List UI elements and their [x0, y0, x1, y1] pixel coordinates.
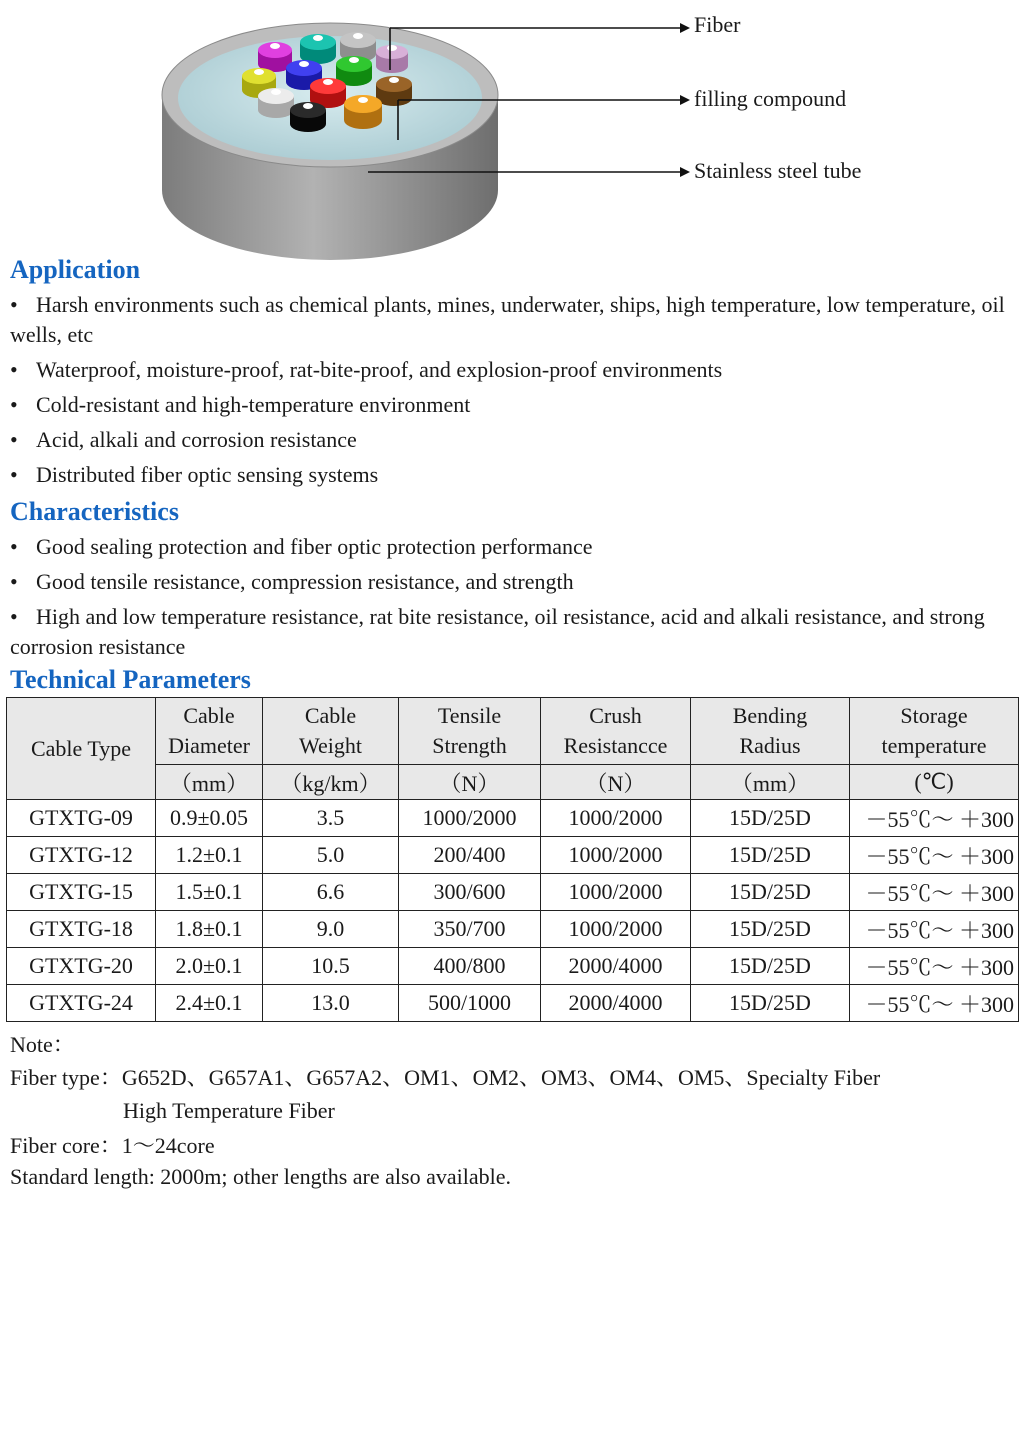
cell-storage-temp: －55℃～ ＋300: [850, 874, 1019, 911]
table-row: [7, 985, 1019, 1022]
cell-weight: 13.0: [263, 985, 399, 1022]
cell-weight: 6.6: [263, 874, 399, 911]
cell-diameter: 2.4±0.1: [156, 985, 263, 1022]
cell-crush: 1000/2000: [541, 911, 691, 948]
cell-storage-temp: －55℃～ ＋300: [850, 837, 1019, 874]
note-fiber-type: Fiber type：G652D、G657A1、G657A2、OM1、OM2、OM3、OM4、OM5、Specialty Fiber: [10, 1065, 881, 1090]
list-item: • Waterproof, moisture-proof, rat-bite-proof, and explosion-proof environments: [10, 357, 723, 382]
table-row: [7, 837, 1019, 874]
list-item: • Acid, alkali and corrosion resistance: [10, 427, 357, 452]
table-row: [7, 911, 1019, 948]
list-item: • Harsh environments such as chemical plants, mines, underwater, ships, high temperature, low temperature, oil wells, etc: [10, 292, 1005, 347]
list-item: • Cold-resistant and high-temperature environment: [10, 392, 471, 417]
fiber-white: [258, 88, 294, 118]
header-tensile-strength: Tensile Strength: [399, 698, 541, 765]
header-storage-temperature: Storage temperature: [850, 698, 1019, 765]
callout-fiber: Fiber: [694, 12, 741, 37]
header-crush-resistance: Crush Resistancce: [541, 698, 691, 765]
fiber-black: [290, 102, 326, 132]
cable-cross-section-diagram: [0, 0, 1024, 262]
cell-diameter: 1.5±0.1: [156, 874, 263, 911]
list-item: • High and low temperature resistance, rat bite resistance, oil resistance, acid and alkali resistance, and strong corrosion resistance: [10, 604, 985, 659]
technical-parameters-table: [6, 697, 1019, 1022]
cell-cable-type: GTXTG-15: [7, 874, 156, 911]
cell-storage-temp: －55℃～ ＋300: [850, 948, 1019, 985]
header-cable-weight: Cable Weight: [263, 698, 399, 765]
cell-bending: 15D/25D: [691, 948, 850, 985]
cell-cable-type: GTXTG-24: [7, 985, 156, 1022]
cell-bending: 15D/25D: [691, 874, 850, 911]
cell-crush: 1000/2000: [541, 800, 691, 837]
list-item: • Distributed fiber optic sensing systems: [10, 462, 379, 487]
table-row: [7, 948, 1019, 985]
fiber-pink: [376, 45, 408, 73]
unit-storage: (℃): [850, 765, 1019, 800]
note-fiber-core: Fiber core：1～24core: [10, 1133, 215, 1158]
application-heading: Application: [10, 255, 141, 284]
cell-diameter: 1.2±0.1: [156, 837, 263, 874]
cell-diameter: 1.8±0.1: [156, 911, 263, 948]
table-row: [7, 800, 1019, 837]
cell-cable-type: GTXTG-18: [7, 911, 156, 948]
cell-crush: 1000/2000: [541, 837, 691, 874]
unit-weight: （kg/km）: [263, 765, 399, 800]
cell-weight: 3.5: [263, 800, 399, 837]
cell-bending: 15D/25D: [691, 911, 850, 948]
cell-weight: 10.5: [263, 948, 399, 985]
cell-tensile: 500/1000: [399, 985, 541, 1022]
cell-tensile: 300/600: [399, 874, 541, 911]
cell-crush: 2000/4000: [541, 948, 691, 985]
unit-tensile: （N）: [399, 765, 541, 800]
unit-bending: （mm）: [691, 765, 850, 800]
cell-tensile: 350/700: [399, 911, 541, 948]
list-item: • Good sealing protection and fiber optic protection performance: [10, 534, 593, 559]
cell-cable-type: GTXTG-20: [7, 948, 156, 985]
characteristics-list: [10, 532, 1010, 667]
cell-storage-temp: －55℃～ ＋300: [850, 985, 1019, 1022]
note-fiber-type-continued: High Temperature Fiber: [123, 1098, 335, 1123]
cell-bending: 15D/25D: [691, 985, 850, 1022]
callout-filling-compound: filling compound: [694, 86, 847, 111]
fiber-orange: [344, 95, 382, 129]
cell-crush: 2000/4000: [541, 985, 691, 1022]
table-row: [7, 874, 1019, 911]
cell-bending: 15D/25D: [691, 800, 850, 837]
header-cable-diameter: Cable Diameter: [156, 698, 263, 765]
cell-tensile: 400/800: [399, 948, 541, 985]
cell-weight: 9.0: [263, 911, 399, 948]
note-standard-length: Standard length: 2000m; other lengths are also available.: [10, 1164, 511, 1189]
cell-storage-temp: －55℃～ ＋300: [850, 800, 1019, 837]
unit-crush: （N）: [541, 765, 691, 800]
unit-diameter: （mm）: [156, 765, 263, 800]
cell-diameter: 2.0±0.1: [156, 948, 263, 985]
cell-storage-temp: －55℃～ ＋300: [850, 911, 1019, 948]
cell-diameter: 0.9±0.05: [156, 800, 263, 837]
cell-weight: 5.0: [263, 837, 399, 874]
list-item: • Good tensile resistance, compression resistance, and strength: [10, 569, 574, 594]
application-list: [10, 290, 1010, 495]
cell-crush: 1000/2000: [541, 874, 691, 911]
characteristics-heading: Characteristics: [10, 497, 179, 526]
fiber-brown: [376, 76, 412, 106]
cell-cable-type: GTXTG-12: [7, 837, 156, 874]
callout-stainless-steel-tube: Stainless steel tube: [694, 158, 862, 183]
fiber-teal: [300, 34, 336, 64]
cell-tensile: 1000/2000: [399, 800, 541, 837]
header-cable-type: Cable Type: [7, 698, 156, 800]
cable-illustration: [0, 0, 1024, 262]
technical-parameters-heading: Technical Parameters: [10, 665, 251, 694]
cell-tensile: 200/400: [399, 837, 541, 874]
note-label: Note：: [10, 1032, 75, 1057]
header-bending-radius: Bending Radius: [691, 698, 850, 765]
cell-bending: 15D/25D: [691, 837, 850, 874]
cell-cable-type: GTXTG-09: [7, 800, 156, 837]
